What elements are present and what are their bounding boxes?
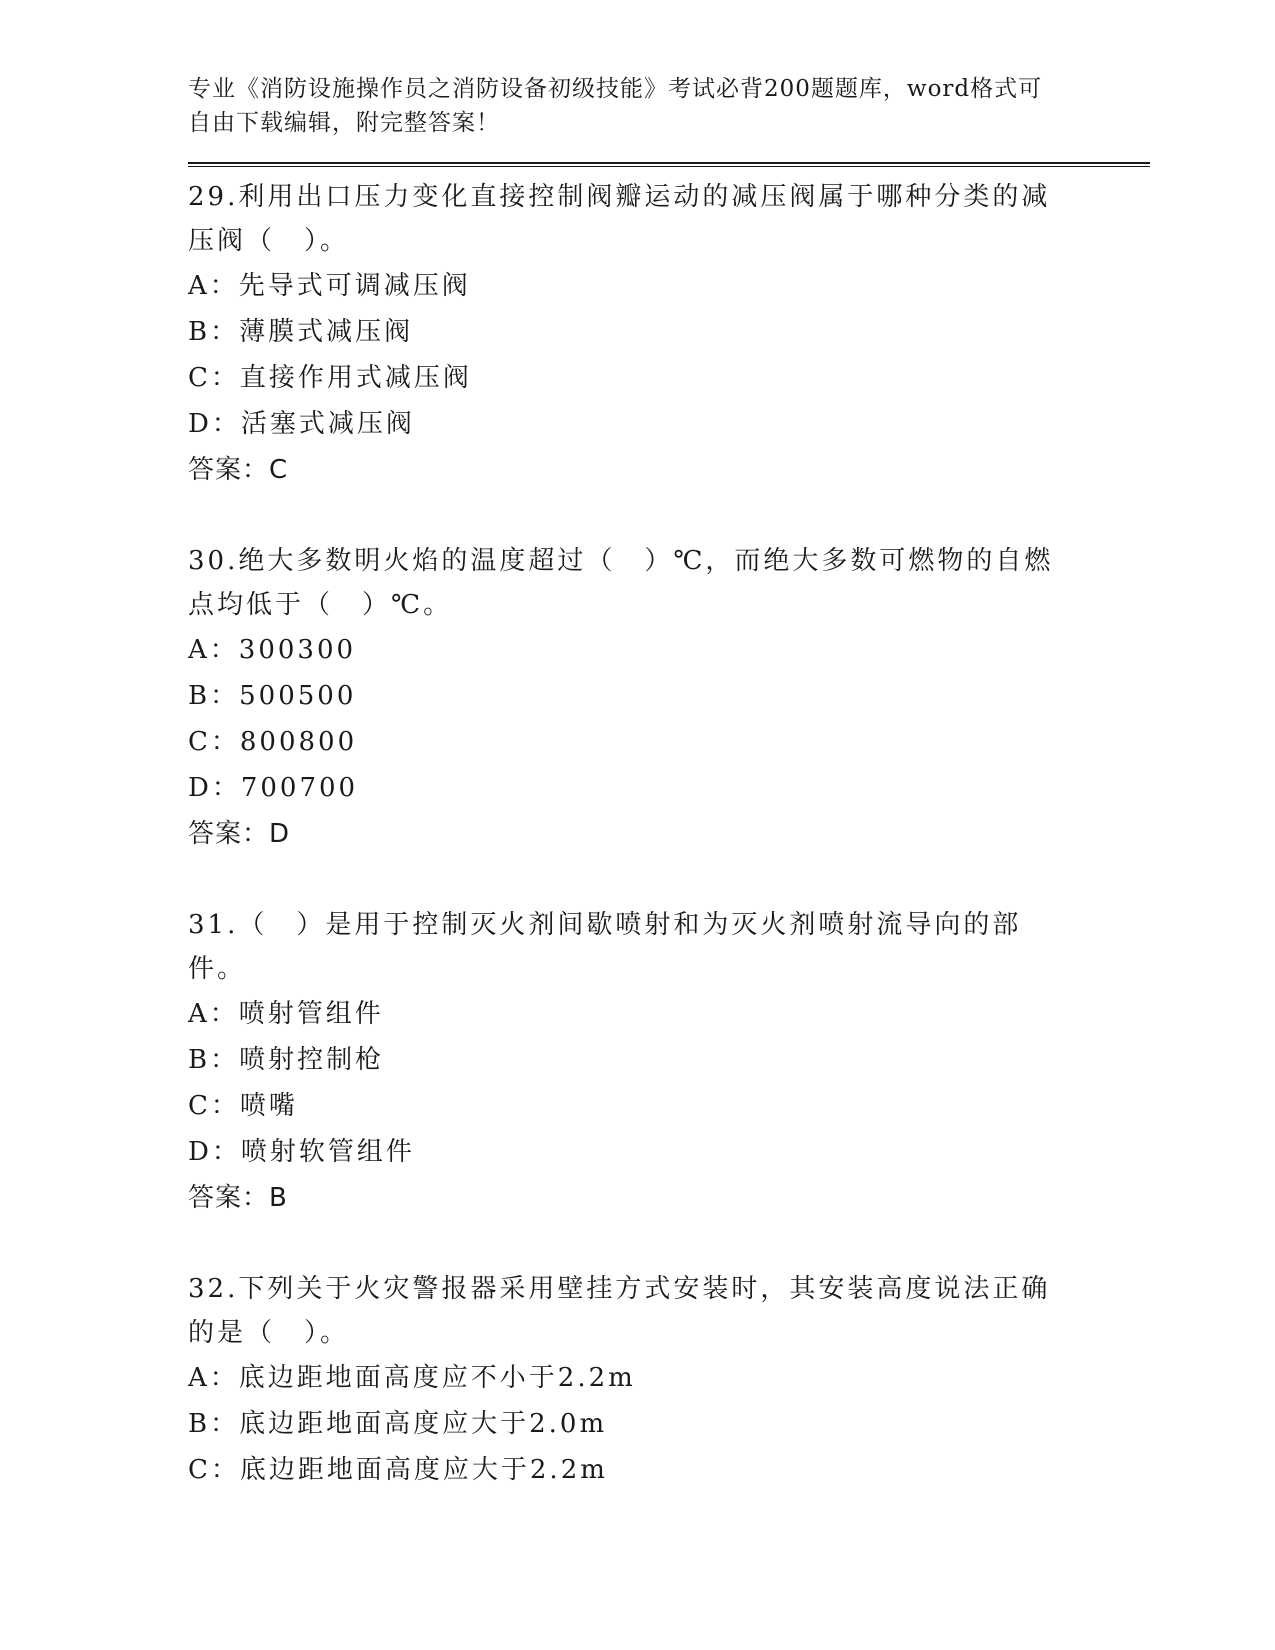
question-stem: 31.（ ）是用于控制灭火剂间歇喷射和为灭火剂喷射流导向的部件。 [188, 910, 1022, 984]
header-divider [188, 162, 1150, 167]
option-b: B：底边距地面高度应大于2.0m [188, 1409, 608, 1439]
answer-label: 答案：C [188, 455, 289, 485]
option-a: A：300300 [188, 635, 357, 665]
option-d: D：喷射软管组件 [188, 1137, 415, 1167]
question-31 [188, 903, 1150, 1221]
option-c: C：底边距地面高度应大于2.2m [188, 1455, 608, 1485]
question-29 [188, 175, 1150, 493]
option-d: D：活塞式减压阀 [188, 409, 415, 439]
question-stem: 32.下列关于火灾警报器采用壁挂方式安装时，其安装高度说法正确的是（ ）。 [188, 1274, 1051, 1348]
option-c: C：喷嘴 [188, 1091, 298, 1121]
option-c: C：直接作用式减压阀 [188, 363, 472, 393]
option-a: A：底边距地面高度应不小于2.2m [188, 1363, 636, 1393]
header-line-1: 专业《消防设施操作员之消防设备初级技能》考试必背200题题库，word格式可 [188, 76, 1043, 102]
document-header [188, 72, 1068, 140]
question-30 [188, 539, 1150, 857]
question-stem: 30.绝大多数明火焰的温度超过（ ）℃，而绝大多数可燃物的自燃点均低于（ ）℃。 [188, 546, 1054, 620]
option-d: D：700700 [188, 773, 359, 803]
question-32 [188, 1267, 1150, 1493]
option-b: B：喷射控制枪 [188, 1045, 385, 1075]
question-stem: 29.利用出口压力变化直接控制阀瓣运动的减压阀属于哪种分类的减压阀（ ）。 [188, 182, 1051, 256]
option-a: A：喷射管组件 [188, 999, 384, 1029]
answer-label: 答案：D [188, 819, 291, 849]
option-a: A：先导式可调减压阀 [188, 271, 471, 301]
header-line-2: 自由下载编辑，附完整答案！ [188, 110, 500, 136]
option-b: B：500500 [188, 681, 357, 711]
answer-label: 答案：B [188, 1183, 288, 1213]
document-page [188, 72, 1150, 1493]
option-b: B：薄膜式减压阀 [188, 317, 414, 347]
option-c: C：800800 [188, 727, 358, 757]
